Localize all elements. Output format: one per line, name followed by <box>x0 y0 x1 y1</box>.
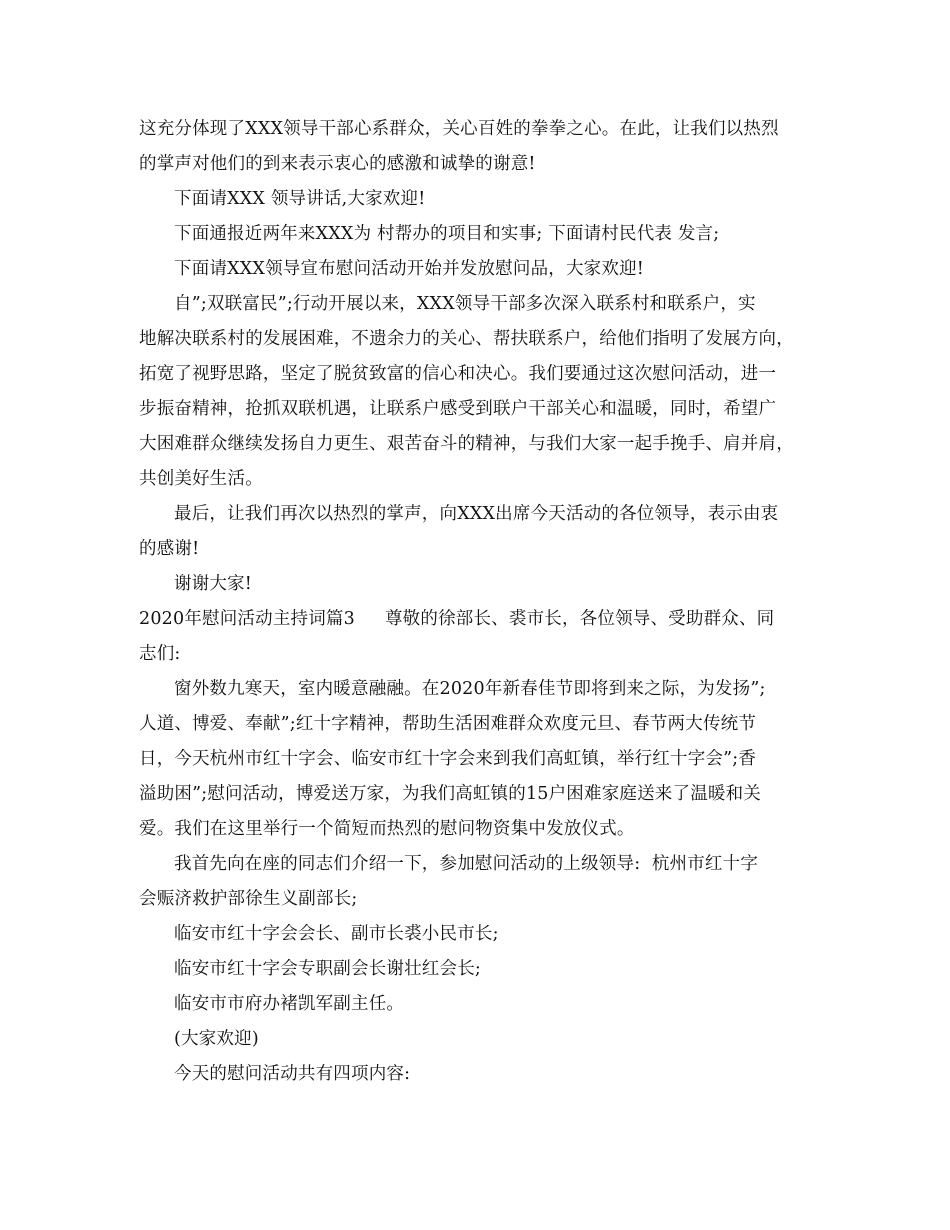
paragraph-line: 下面通报近两年来XXX为 村帮办的项目和实事; 下面请村民代表 发言; <box>174 224 720 244</box>
paragraph-line: 日，今天杭州市红十字会、临安市红十字会来到我们高虹镇，举行红十字会”;香 <box>139 749 757 769</box>
paragraph-line: 这充分体现了XXX领导干部心系群众，关心百姓的拳拳之心。在此，让我们以热烈 <box>139 119 779 139</box>
paragraph-line: 自”;双联富民”;行动开展以来，XXX领导干部多次深入联系村和联系户，实 <box>174 294 756 314</box>
greeting-text: 尊敬的徐部长、裘市长，各位领导、受助群众、同 <box>384 609 775 629</box>
document-body <box>139 112 823 1092</box>
greeting-continuation: 志们: <box>139 644 181 664</box>
paragraph-line: 溢助困”;慰问活动，博爱送万家，为我们高虹镇的15户困难家庭送来了温暖和关 <box>139 784 762 804</box>
paragraph-line: 临安市红十字会专职副会长谢壮红会长; <box>174 959 481 979</box>
paragraph-line: 谢谢大家! <box>174 574 253 594</box>
paragraph-line: (大家欢迎) <box>174 1029 259 1049</box>
paragraph-line: 临安市红十字会会长、副市长裘小民市长; <box>174 924 499 944</box>
paragraph-line: 人道、博爱、奉献”;红十字精神，帮助生活困难群众欢度元旦、春节两大传统节 <box>139 714 757 734</box>
paragraph-line: 会赈济救护部徐生义副部长; <box>139 889 358 909</box>
paragraph-line: 拓宽了视野思路，坚定了脱贫致富的信心和决心。我们要通过这次慰问活动，进一 <box>139 364 777 384</box>
paragraph-line: 步振奋精神，抢抓双联机遇，让联系户感受到联户干部关心和温暖，同时，希望广 <box>139 399 777 419</box>
paragraph-line: 下面请XXX领导宣布慰问活动开始并发放慰问品，大家欢迎! <box>174 259 645 279</box>
paragraph-line: 的感谢! <box>139 539 200 559</box>
paragraph-line: 临安市市府办褚凯军副主任。 <box>174 994 405 1014</box>
paragraph-line: 爱。我们在这里举行一个简短而热烈的慰问物资集中发放仪式。 <box>139 819 635 839</box>
heading-spacer <box>355 602 385 637</box>
paragraph-line: 最后，让我们再次以热烈的掌声，向XXX出席今天活动的各位领导，表示由衷 <box>174 504 779 524</box>
paragraph-line: 共创美好生活。 <box>139 469 263 489</box>
paragraph-line: 下面请XXX 领导讲话,大家欢迎! <box>174 189 426 209</box>
paragraph-line: 大困难群众继续发扬自力更生、艰苦奋斗的精神，与我们大家一起手挽手、肩并肩， <box>139 434 794 454</box>
section-heading <box>139 602 823 637</box>
paragraph-line: 我首先向在座的同志们介绍一下，参加慰问活动的上级领导: 杭州市红十字 <box>174 854 759 874</box>
paragraph-line: 地解决联系村的发展困难，不遗余力的关心、帮扶联系户，给他们指明了发展方向， <box>139 329 794 349</box>
paragraph-line: 的掌声对他们的到来表示衷心的感激和诚挚的谢意! <box>139 154 536 174</box>
paragraph-line: 窗外数九寒天，室内暖意融融。在2020年新春佳节即将到来之际，为发扬”; <box>174 679 766 699</box>
paragraph-line: 今天的慰问活动共有四项内容: <box>174 1064 411 1084</box>
section-title: 2020年慰问活动主持词篇3 <box>139 609 355 629</box>
